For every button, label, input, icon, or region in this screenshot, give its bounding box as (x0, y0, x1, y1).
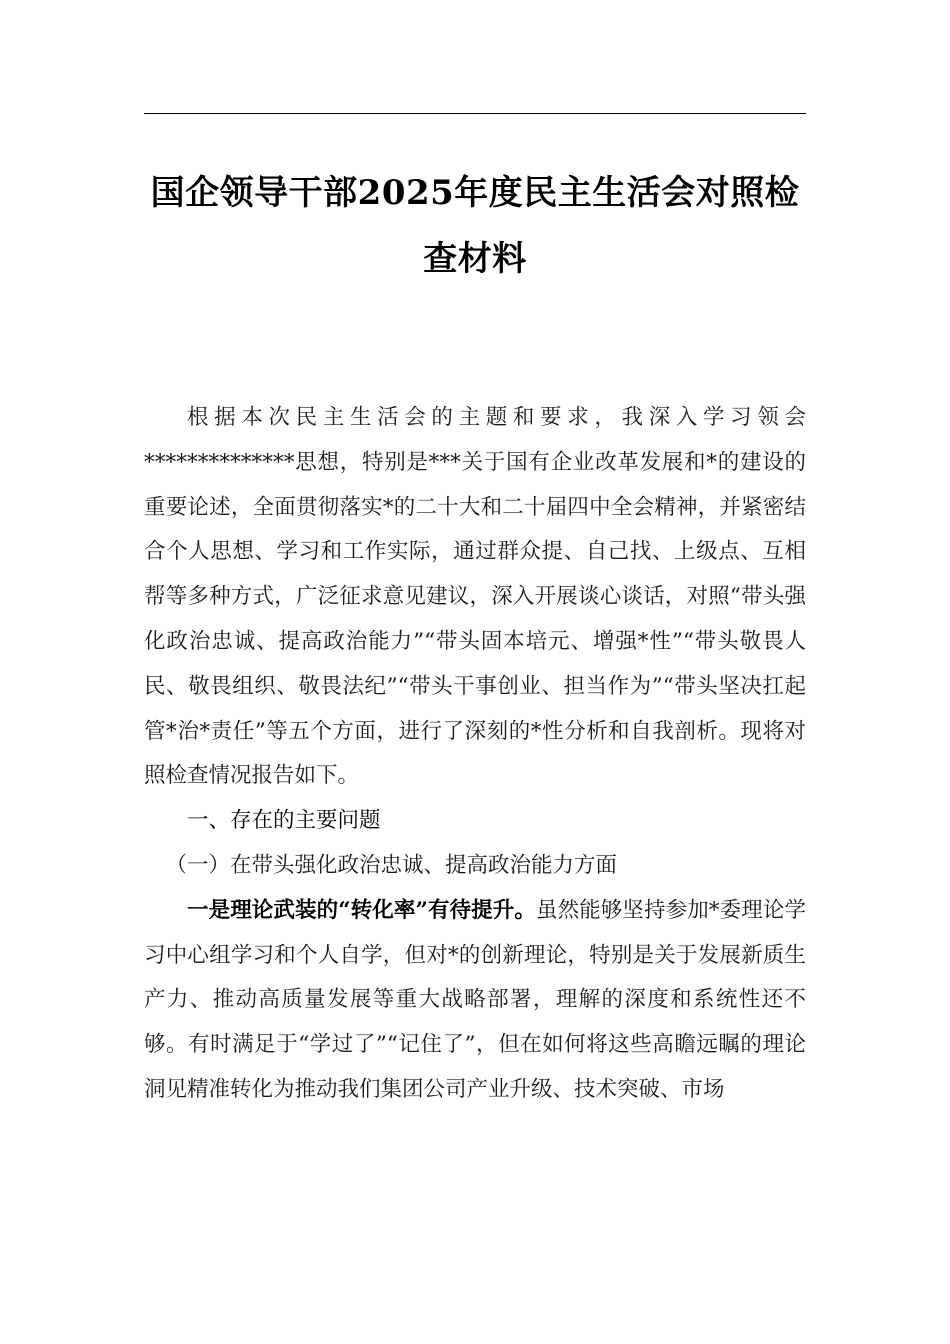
intro-paragraph: 根据本次民主生活会的主题和要求，我深入学习领会**************思想，特别是***关于国有企业改革发展和*的建设的重要论述，全面贯彻落实*的二十大和二十届四中全会精神，并紧密结合个人思想、学习和工作实际，通过群众提、自己找、上级点、互相帮等多种方式，广泛征求意见建议，深入开展谈心谈话，对照“带头强化政治忠诚、提高政治能力”“带头固本培元、增强*性”“带头敬畏人民、敬畏组织、敬畏法纪”“带头干事创业、担当作为”“带头坚决扛起管*治*责任”等五个方面，进行了深刻的*性分析和自我剖析。现将对照检查情况报告如下。 (144, 405, 806, 789)
document-body (144, 396, 806, 1113)
section-heading: 一、存在的主要问题 (187, 808, 381, 834)
document-title: 国企领导干部2025年度民主生活会对照检查材料 (150, 173, 800, 279)
subsection-heading: （一）在带头强化政治忠诚、提高政治能力方面 (165, 852, 618, 878)
header-rule (144, 113, 806, 114)
point-lead: 一是理论武装的“转化率”有待提升。 (187, 897, 536, 923)
point-body: 虽然能够坚持参加*委理论学习中心组学习和个人自学，但对*的创新理论，特别是关于发展新质生产力、推动高质量发展等重大战略部署，理解的深度和系统性还不够。有时满足于“学过了”“记住了”，但在如何将这些高瞻远瞩的理论洞见精准转化为推动我们集团公司产业升级、技术突破、市场 (144, 897, 806, 1102)
point-paragraph (144, 889, 806, 1113)
